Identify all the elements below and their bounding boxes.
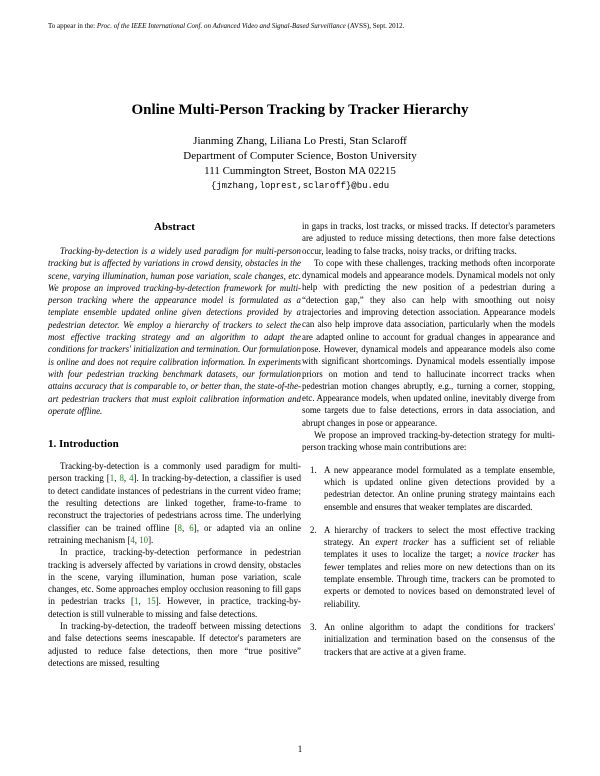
citation-link[interactable]: 1 (134, 596, 139, 607)
contributions-list (302, 464, 555, 658)
intro-paragraph-3-continued: in gaps in tracks, lost tracks, or missed tracks. If detector's parameters are adjusted to reduce missing detections, then more false detections occur, leading to false tracks, noisy tracks, or drifting tracks. (302, 221, 555, 256)
contribution-number: 1. (310, 464, 317, 475)
intro-paragraph-5: We propose an improved tracking-by-detection strategy for multi-person tracking whose main contributions are: (302, 430, 555, 453)
author-address: 111 Cummington Street, Boston MA 02215 (204, 165, 396, 177)
citation-link[interactable]: 4 (129, 473, 134, 484)
right-column (302, 220, 555, 669)
citation-link[interactable]: 1 (109, 473, 115, 484)
left-column (48, 220, 301, 669)
publication-note-prefix: To appear in the: (48, 22, 96, 30)
citation-link[interactable]: 8 (119, 473, 124, 484)
intro-paragraph-3: In tracking-by-detection, the tradeoff between missing detections and false detections seems inescapable. If detector's parameters are adjusted to reduce false detections, then more “true positive” detections are missed, resulting (48, 621, 301, 668)
author-department: Department of Computer Science, Boston University (183, 150, 417, 162)
publication-note-suffix: (AVSS), Sept. 2012. (347, 22, 405, 30)
contribution-item (302, 621, 555, 658)
introduction-heading: 1. Introduction (48, 438, 119, 451)
paper-title: Online Multi-Person Tracking by Tracker Hierarchy (131, 102, 469, 118)
intro-paragraph-4: To cope with these challenges, tracking methods often incorporate dynamical models and appearance models. Dynamical models not only help with predicting the new position of a pedestrian during a “detection gap,” they also can help with smoothing out noisy trajectories and improving detection association. Appearance models can also help improve data association, particularly when the models are adapted online to account for gradual changes in appearance and pose. However, dynamical models and appearance models also come with significant shortcomings. Dynamical models essentially impose priors on motion and tend to hallucinate incorrect tracks when pedestrian motion changes abruptly, e.g., turning a corner, stopping, etc. Appearance models, when updated online, inevitably diverge from some targets due to false detections, errors in data association, and abrupt changes in pose or appearance. (302, 257, 555, 428)
contribution-number: 2. (310, 524, 317, 535)
publication-note (48, 22, 404, 31)
intro-paragraph-1: Tracking-by-detection is a commonly used paradigm for multi-person tracking [1, 8, 4]. In tracking-by-detection, a classifier is used to detect candidate instances of pedestrians in the current video frame; the resulting detections are linked together, frame-to-frame to reconstruct the trajectories of pedestrians across time. The underlying classifier can be trained offline [8, 6], or adapted via an online retraining mechanism [4, 10]. (48, 461, 302, 545)
publication-venue: Proc. of the IEEE International Conf. on Advanced Video and Signal-Based Surveillance (96, 22, 346, 30)
author-names: Jianming Zhang, Liliana Lo Presti, Stan Sclaroff (193, 135, 407, 147)
page-number: 1 (297, 744, 303, 754)
citation-link[interactable]: 4 (130, 534, 135, 545)
contribution-text: An online algorithm to adapt the conditions for trackers' initialization and termination based on the consensus of the trackers that are active at a given frame. (324, 621, 555, 657)
citation-link[interactable]: 6 (189, 522, 194, 533)
contribution-item (302, 524, 555, 610)
author-block (0, 134, 600, 194)
citation-link[interactable]: 8 (177, 522, 182, 533)
citation-link[interactable]: 10 (139, 534, 149, 545)
author-email: {jmzhang,loprest,sclaroff}@bu.edu (210, 181, 390, 191)
intro-paragraph-2: In practice, tracking-by-detection performance in pedestrian tracking is adversely affected by variations in crowd density, obstacles in the scene, varying illumination, human pose variation, scale changes, etc. Some approaches employ occlusion reasoning to fill gaps in pedestrian tracks [1, 15]. However, in practice, tracking-by-detection is still vulnerable to missing and false detections. (48, 547, 301, 619)
abstract-text: Tracking-by-detection is a widely used paradigm for multi-person tracking but is affected by variations in crowd density, obstacles in the scene, varying illumination, human pose variation, scale changes, etc. We propose an improved tracking-by-detection framework for multi-person tracking where the appearance model is formulated as a template ensemble updated online given detections provided by a pedestrian detector. We employ a hierarchy of trackers to select the most effective tracking strategy and an algorithm to adapt the conditions for trackers' initialization and termination. Our formulation is online and does not require calibration information. In experiments with four pedestrian tracking benchmark datasets, our formulation attains accuracy that is comparable to, or better than, the state-of-the-art pedestrian trackers that must exploit calibration information and operate offline. (48, 246, 301, 416)
term-expert-tracker: expert tracker (375, 537, 429, 548)
contribution-text: A new appearance model formulated as a template ensemble, which is updated online given detections provided by a pedestrian detector. An online pruning strategy maintains each ensemble and ensures that weaker templates are discarded. (324, 464, 555, 512)
citation-link[interactable]: 15 (146, 596, 156, 607)
contribution-text: A hierarchy of trackers to select the most effective tracking strategy. An expert tracker has a sufficient set of reliable templates it uses to localize the target; a novice tracker has fewer templates and relies more on new detections than on its template ensemble. Through time, trackers can be promoted to experts or demoted to novices based on demonstrated level of reliability. (324, 524, 555, 609)
abstract-heading: Abstract (154, 221, 195, 233)
term-novice-tracker: novice tracker (485, 549, 539, 560)
contribution-number: 3. (310, 621, 317, 632)
contribution-item (302, 464, 555, 513)
